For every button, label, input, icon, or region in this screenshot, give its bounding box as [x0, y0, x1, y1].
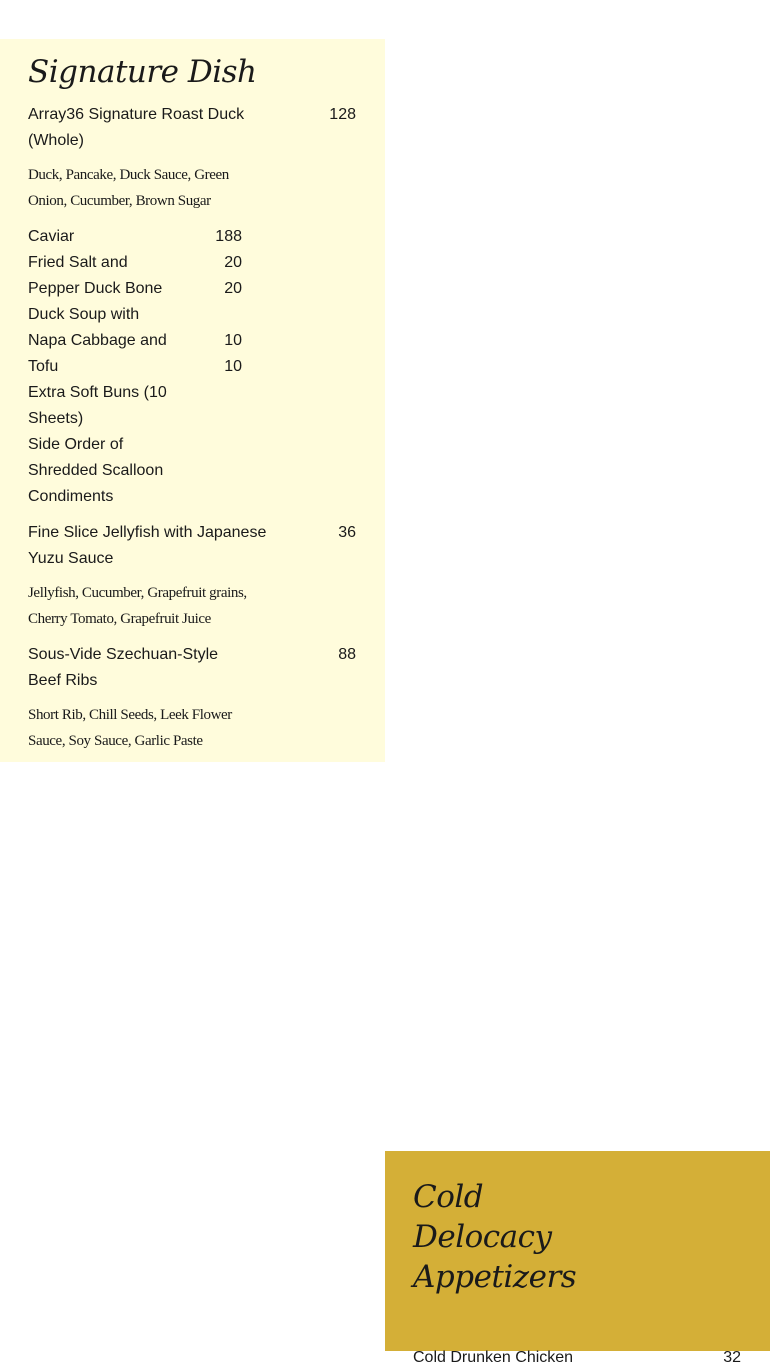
addon-line [28, 224, 242, 250]
dish-price: 88 [338, 646, 356, 663]
addon-price: 10 [224, 332, 242, 349]
addon-line [28, 328, 242, 354]
addon-line [28, 406, 242, 432]
menu-item [28, 520, 356, 632]
menu-item [28, 102, 356, 214]
menu-item [413, 1345, 741, 1371]
dish-description: Short Rib, Chill Seeds, Leek Flower Sauce, Soy Sauce, Garlic Paste [28, 707, 232, 749]
addon-line [28, 302, 242, 328]
addon-name: Tofu [28, 358, 59, 375]
addon-price: 20 [224, 254, 242, 271]
dish-name: Array36 Signature Roast Duck (Whole) [28, 106, 245, 149]
dish-name: Fine Slice Jellyfish with Japanese Yuzu Sauce [28, 524, 267, 567]
signature-dish-section [0, 39, 385, 762]
addon-line [28, 250, 242, 276]
addon-price: 188 [215, 228, 242, 245]
addon-name: Napa Cabbage and [28, 332, 167, 349]
addon-list [28, 224, 356, 510]
addon-name: Extra Soft Buns (10 [28, 384, 167, 401]
cold-appetizers-section [385, 1151, 770, 1366]
addon-line [28, 354, 242, 380]
section-title: Signature Dish [28, 54, 257, 90]
addon-name: Sheets) [28, 410, 84, 427]
addon-name: Caviar [28, 228, 75, 245]
addon-name: Duck Soup with [28, 306, 140, 323]
addon-line [28, 276, 242, 302]
addon-name: Condiments [28, 488, 114, 505]
dish-price: 32 [723, 1349, 741, 1366]
addon-name: Pepper Duck Bone [28, 280, 163, 297]
addon-price: 20 [224, 280, 242, 297]
addon-line [28, 432, 242, 458]
dish-price: 36 [338, 524, 356, 541]
addon-line [28, 380, 242, 406]
addon-line [28, 484, 242, 510]
dish-name: Sous-Vide Szechuan-Style Beef Ribs [28, 646, 219, 689]
dish-price: 128 [329, 106, 356, 123]
addon-line [28, 458, 242, 484]
addon-price: 10 [224, 358, 242, 375]
dish-name: Cold Drunken Chicken [413, 1349, 574, 1366]
dish-description: Jellyfish, Cucumber, Grapefruit grains, Cherry Tomato, Grapefruit Juice [28, 585, 247, 627]
addon-name: Fried Salt and [28, 254, 128, 271]
menu-item [28, 642, 356, 754]
dish-description: Duck, Pancake, Duck Sauce, Green Onion, Cucumber, Brown Sugar [28, 167, 229, 209]
addon-name: Side Order of [28, 436, 124, 453]
addon-name: Shredded Scalloon [28, 462, 164, 479]
section-title: Cold Delocacy Appetizers [413, 1179, 577, 1295]
